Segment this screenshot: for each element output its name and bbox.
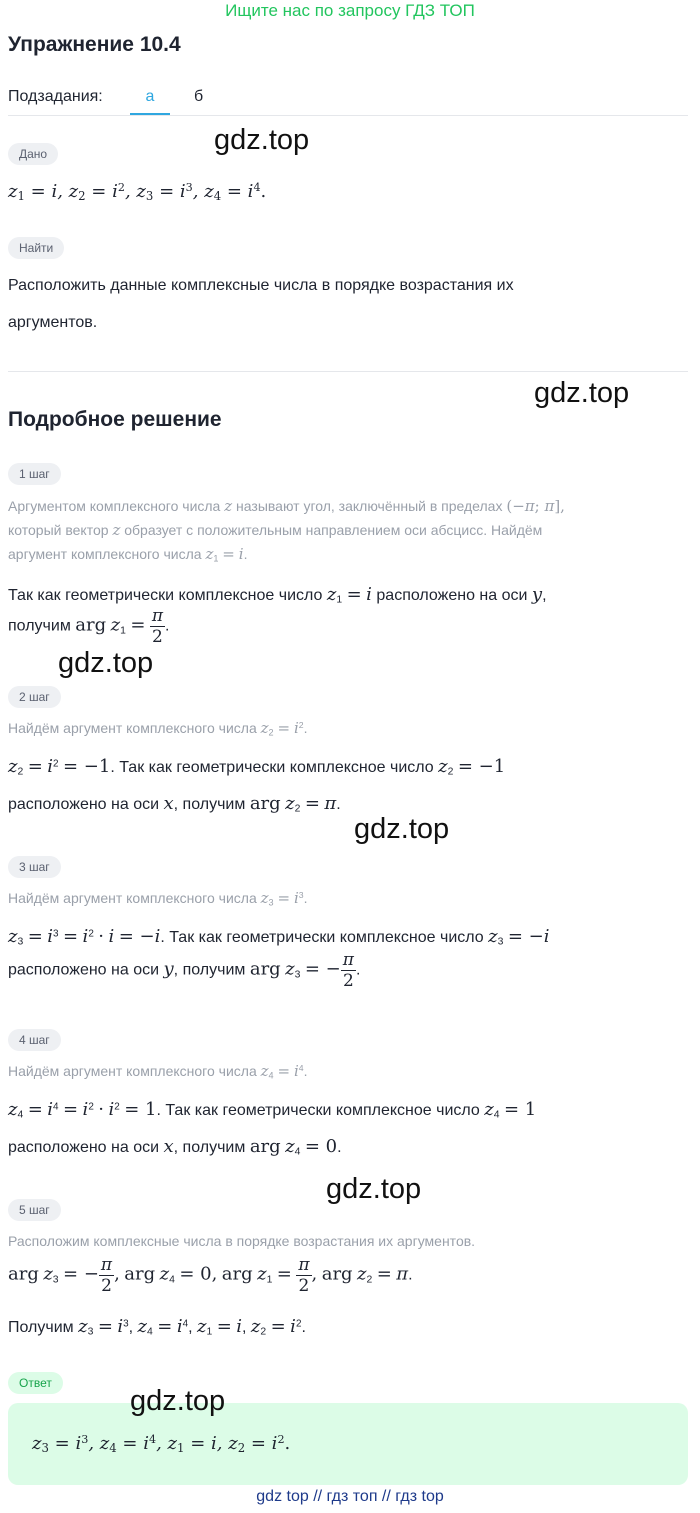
step2-text-line2: расположено на оси x, получим arg $z_2 = \pi$. (8, 793, 341, 815)
watermark: gdz.top (214, 124, 310, 156)
step5-hint: Расположим комплексные числа в порядке возрастания их аргументов. (8, 1233, 476, 1249)
answer-box (8, 1403, 688, 1485)
step5-pill: 5 шаг (8, 1199, 61, 1221)
step1-text-line2: получим arg $z_1$ = $\frac{\pi}{2}$ . (8, 606, 170, 647)
page-title: Упражнение 10.4 (8, 33, 181, 56)
subtasks-bar (8, 86, 688, 116)
step4-text-line1: $z_4 = i^4 = i^2 \cdot i^2 = 1$. Так как геометрически комплексное число $z_4 = 1$ (8, 1099, 537, 1121)
watermark: gdz.top (130, 1385, 226, 1417)
watermark: gdz.top (534, 377, 630, 409)
step3-text-line1: $z_3 = i^3 = i^2 \cdot i = -i$. Так как геометрически комплексное число $z_3 = -i$ (8, 926, 550, 948)
tabs-divider (8, 115, 688, 116)
step4-pill: 4 шаг (8, 1029, 61, 1051)
step3-pill: 3 шаг (8, 856, 61, 878)
step1-hint-line2: который вектор z образует с положительным направлением оси абсцисс. Найдём (8, 521, 543, 539)
step1-hint-line3: аргумент комплексного числа $z_1 = i$. (8, 545, 248, 564)
watermark: gdz.top (326, 1173, 422, 1205)
step1-pill: 1 шаг (8, 463, 61, 485)
watermark: gdz.top (58, 647, 154, 679)
find-pill: Найти (8, 237, 64, 259)
watermark: gdz.top (354, 813, 450, 845)
subtasks-label: Подзадания: (8, 88, 103, 105)
step2-text-line1: $z_2 = i^2 = -1$. Так как геометрически комплексное число $z_2 = -1$ (8, 756, 506, 778)
tab-b[interactable]: б (194, 88, 204, 105)
section-divider (8, 371, 688, 372)
answer-formula: $z_3 = i^3$, $z_4 = i^4$, $z_1 = i$, $z_2 = i^2$. (32, 1432, 291, 1455)
step1-hint-line1: Аргументом комплексного числа z называют угол, заключённый в пределах (−π; π], (8, 497, 565, 515)
step2-pill: 2 шаг (8, 686, 61, 708)
step5-args-line: arg $z_3$ = − $\frac{\pi}{2}$ , arg $z_4 = 0$, arg $z_1$ = $\frac{\pi}{2}$ , arg $z_2 = \pi$. (8, 1255, 413, 1296)
find-text-line1: Расположить данные комплексные числа в порядке возрастания их (8, 277, 514, 294)
step4-text-line2: расположено на оси x, получим arg $z_4 = 0$. (8, 1136, 342, 1158)
step5-result-line: Получим $z_3 = i^3$, $z_4 = i^4$, $z_1 = i$, $z_2 = i^2$. (8, 1316, 306, 1338)
step1-text-line1: Так как геометрически комплексное число $z_1 = i$ расположено на оси y, (8, 584, 547, 606)
solution-title: Подробное решение (8, 408, 222, 431)
given-pill: Дано (8, 143, 58, 165)
step3-hint: Найдём аргумент комплексного числа $z_3 = i^3$. (8, 889, 308, 908)
find-text-line2: аргументов. (8, 314, 98, 331)
step2-hint: Найдём аргумент комплексного числа $z_2 = i^2$. (8, 719, 308, 738)
footer-links[interactable]: gdz top // гдз топ // гдз top (256, 1488, 444, 1505)
top-banner[interactable]: Ищите нас по запросу ГДЗ ТОП (225, 1, 475, 20)
answer-pill: Ответ (8, 1372, 63, 1394)
given-formula: $z_1 = i$, $z_2 = i^2$, $z_3 = i^3$, $z_4 = i^4$. (8, 180, 267, 203)
tab-a[interactable]: а (145, 88, 155, 105)
step4-hint: Найдём аргумент комплексного числа $z_4 = i^4$. (8, 1062, 308, 1081)
step3-text-line2: расположено на оси y, получим arg $z_3$ = − $\frac{\pi}{2}$ . (8, 950, 361, 991)
